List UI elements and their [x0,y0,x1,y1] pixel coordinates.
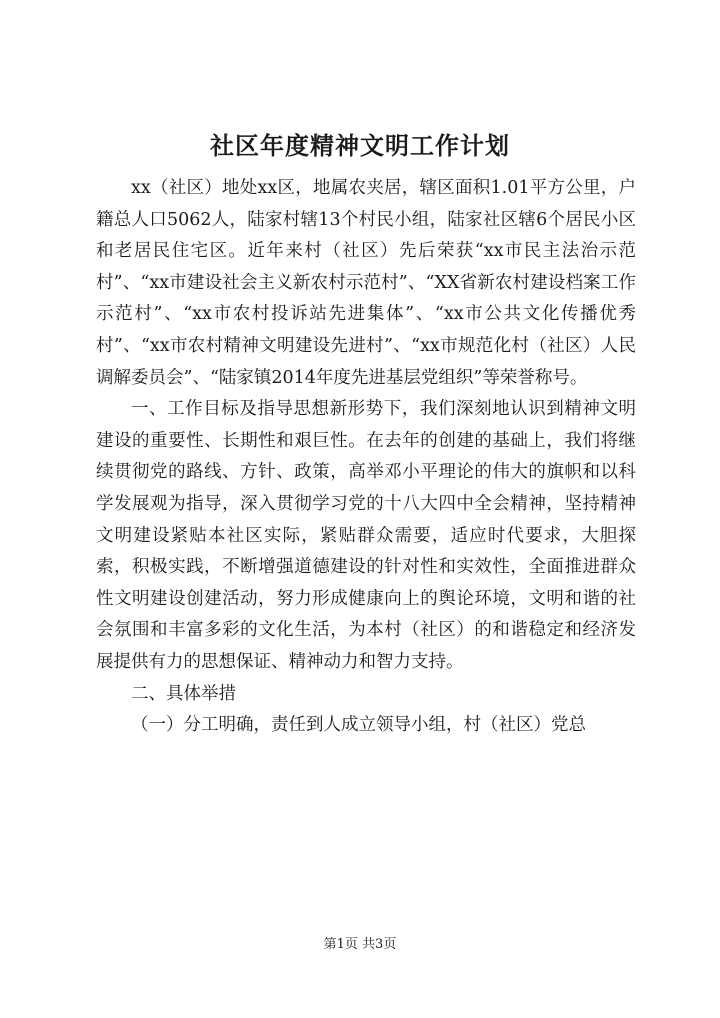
page-footer: 第1页 共3页 [323,937,397,952]
document-title: 社区年度精神文明工作计划 [210,131,510,160]
document-body [96,173,636,742]
section-heading-measures: 二、具体举措 [131,683,236,704]
paragraph-measure-1: （一）分工明确，责任到人成立领导小组，村（社区）党总 [131,715,586,736]
paragraph-goals: 一、工作目标及指导思想新形势下，我们深刻地认识到精神文明建设的重要性、长期性和艰巨性。在去年的创建的基础上，我们将继续贯彻党的路线、方针、政策，高举邓小平理论的伟大的旗帜和以科学发展观为指导，深入贯彻学习党的十八大四中全会精神，坚持精神文明建设紧贴本社区实际，紧贴群众需要，适应时代要求，大胆探索，积极实践，不断增强道德建设的针对性和实效性，全面推进群众性文明建设创建活动，努力形成健康向上的舆论环境，文明和谐的社会氛围和丰富多彩的文化生活，为本村（社区）的和谐稳定和经济发展提供有力的思想保证、精神动力和智力支持。 [96,399,636,672]
paragraph-intro: xx（社区）地处xx区，地属农夹居，辖区面积1.01平方公里，户籍总人口5062人，陆家村辖13个村民小组，陆家社区辖6个居民小区和老居民住宅区。近年来村（社区）先后荣获“xx市民主法治示范村”、“xx市建设社会主义新农村示范村”、“XX省新农村建设档案工作示范村”、“xx市农村投诉站先进集体”、“xx市公共文化传播优秀村”、“xx市农村精神文明建设先进村”、“xx市规范化村（社区）人民调解委员会”、“陆家镇2014年度先进基层党组织”等荣誉称号。 [96,178,636,388]
